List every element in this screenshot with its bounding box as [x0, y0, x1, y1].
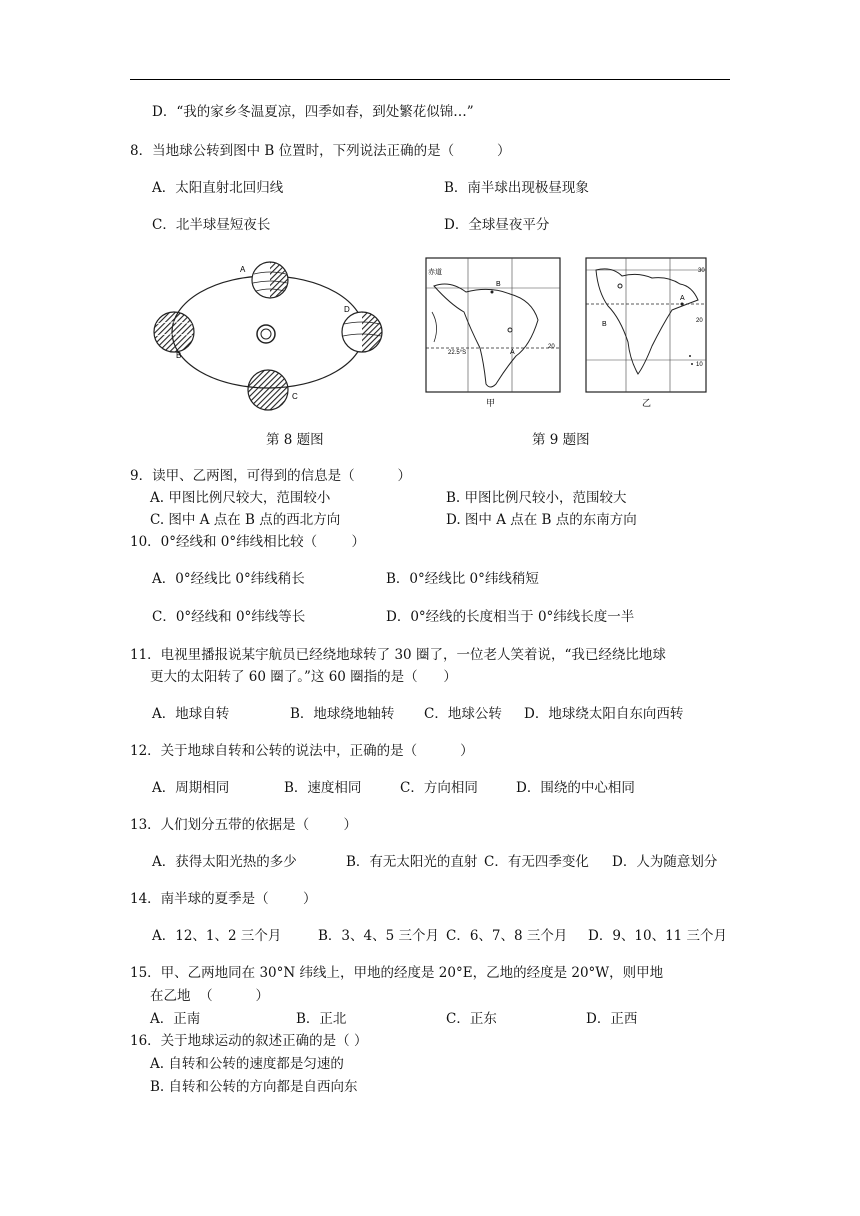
map-yi [582, 256, 712, 408]
map-jia [420, 256, 566, 408]
q14-option-d: D．9、10、11 三个月 [588, 928, 728, 944]
q12-option-a: A．周期相同 [152, 780, 230, 796]
q9-option-a: A. 甲图比例尺较大，范围较小 [150, 490, 331, 506]
q10-option-a: A．0°经线比 0°纬线稍长 [152, 571, 305, 587]
map-jia-label: 甲 [486, 399, 496, 408]
map-jia-point-a: A [510, 349, 515, 356]
map-yi-tick-20: 20 [696, 318, 703, 324]
q12-stem: 12．关于地球自转和公转的说法中，正确的是（ ） [130, 743, 474, 759]
fig8-caption: 第 8 题图 [266, 432, 324, 448]
q8-stem: 8．当地球公转到图中 B 位置时，下列说法正确的是（ ） [130, 143, 511, 159]
q11-option-d: D．地球绕太阳自东向西转 [524, 706, 684, 722]
q14-option-b: B．3、4、5 三个月 [318, 928, 439, 944]
q10-option-c: C．0°经线和 0°纬线等长 [152, 609, 306, 625]
map-yi-point-a: A [680, 295, 685, 302]
q11-option-c: C．地球公转 [424, 706, 502, 722]
map-jia-equator-label: 赤道 [428, 269, 442, 276]
map-jia-tick: 20 [548, 344, 555, 350]
q11-stem-line2: 更大的太阳转了 60 圈了。”这 60 圈指的是（ ） [150, 669, 457, 685]
q10-option-d: D．0°经线的长度相当于 0°纬线长度一半 [386, 609, 635, 625]
map-jia-point-b: B [496, 281, 501, 288]
q13-option-b: B．有无太阳光的直射 [346, 854, 478, 870]
earth-position-b-icon [154, 312, 194, 352]
q12-option-d: D．围绕的中心相同 [516, 780, 635, 796]
q11-stem-line1: 11．电视里播报说某宇航员已经绕地球转了 30 圈了，一位老人笑着说，“我已经绕比地球 [130, 647, 666, 663]
prev-option-d: D．“我的家乡冬温夏凉，四季如春，到处繁花似锦…” [152, 104, 474, 120]
q15-stem-line1: 15．甲、乙两地同在 30°N 纬线上，甲地的经度是 20°E，乙地的经度是 20°W，则甲地 [130, 965, 664, 981]
earth-position-d-icon [342, 312, 382, 352]
q8-option-d: D．全球昼夜平分 [444, 217, 550, 233]
orbit-label-c: C [292, 392, 298, 401]
q14-option-c: C．6、7、8 三个月 [446, 928, 568, 944]
q9-option-d: D. 图中 A 点在 B 点的东南方向 [446, 512, 637, 528]
q13-stem: 13．人们划分五带的依据是（ ） [130, 817, 358, 833]
map-yi-tick-10: 10 [696, 362, 703, 368]
orbit-label-d: D [344, 305, 350, 314]
q13-option-c: C．有无四季变化 [484, 854, 589, 870]
map-yi-point-b: B [602, 321, 607, 328]
q10-stem: 10．0°经线和 0°纬线相比较（ ） [130, 534, 365, 550]
q13-option-d: D．人为随意划分 [612, 854, 718, 870]
q8-option-a: A．太阳直射北回归线 [152, 180, 284, 196]
q12-option-c: C．方向相同 [400, 780, 478, 796]
q15-option-a: A．正南 [150, 1011, 201, 1027]
q15-stem-line2: 在乙地 （ ） [150, 988, 269, 1004]
map-yi-label: 乙 [642, 399, 652, 408]
q14-option-a: A．12、1、2 三个月 [152, 928, 282, 944]
q13-option-a: A．获得太阳光热的多少 [152, 854, 297, 870]
q8-option-c: C．北半球昼短夜长 [152, 217, 271, 233]
earth-position-a-icon [252, 262, 288, 298]
map-jia-latitude-label: 22.5°S [448, 350, 467, 356]
earth-position-c-icon [248, 370, 288, 410]
q16-stem: 16．关于地球运动的叙述正确的是（ ） [130, 1033, 368, 1049]
q15-option-d: D．正西 [586, 1011, 638, 1027]
q9-option-c: C. 图中 A 点在 B 点的西北方向 [150, 512, 341, 528]
q8-option-b: B．南半球出现极昼现象 [444, 180, 589, 196]
q9-option-b: B. 甲图比例尺较小，范围较大 [446, 490, 627, 506]
map-yi-tick-30: 30 [698, 268, 705, 274]
earth-orbit-diagram [150, 252, 390, 412]
q16-option-a: A. 自转和公转的速度都是匀速的 [150, 1056, 344, 1072]
q15-option-b: B．正北 [296, 1011, 347, 1027]
q10-option-b: B．0°经线比 0°纬线稍短 [386, 571, 539, 587]
q9-stem: 9．读甲、乙两图，可得到的信息是（ ） [130, 468, 412, 484]
q16-option-b: B. 自转和公转的方向都是自西向东 [150, 1079, 358, 1095]
orbit-label-a: A [240, 265, 246, 274]
q15-option-c: C．正东 [446, 1011, 497, 1027]
q12-option-b: B．速度相同 [284, 780, 362, 796]
sun-icon [257, 325, 275, 343]
q11-option-b: B．地球绕地轴转 [290, 706, 395, 722]
orbit-label-b: B [176, 351, 182, 360]
q11-option-a: A．地球自转 [152, 706, 230, 722]
header-rule [130, 79, 730, 80]
fig9-caption: 第 9 题图 [532, 432, 590, 448]
q14-stem: 14．南半球的夏季是（ ） [130, 891, 317, 907]
